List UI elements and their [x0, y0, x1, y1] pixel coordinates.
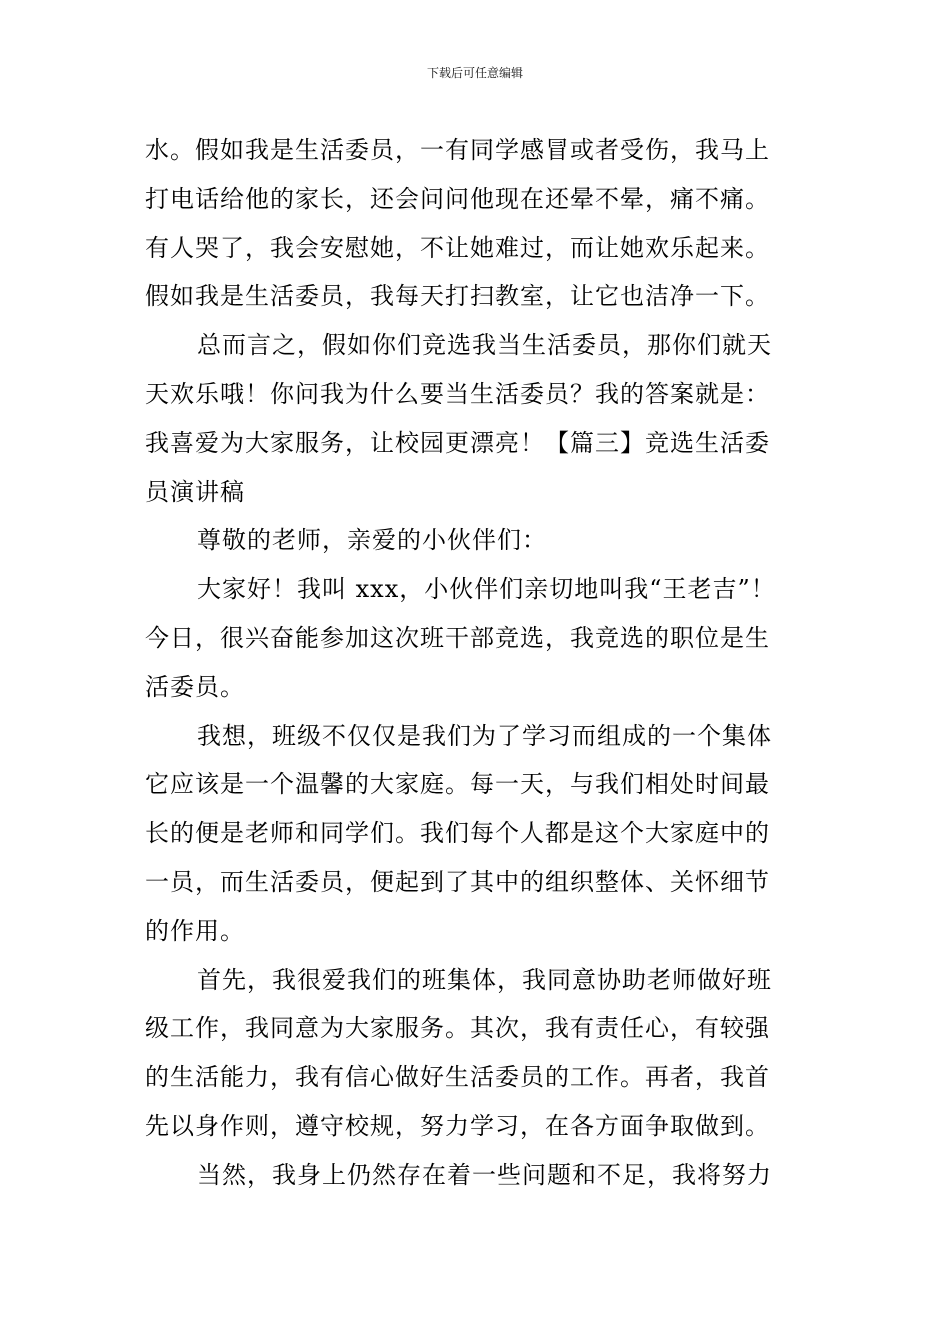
text-line: 天欢乐哦！你问我为什么要当生活委员？我的答案就是： [145, 379, 770, 408]
text-line: 长的便是老师和同学们。我们每个人都是这个大家庭中的 [145, 819, 770, 848]
document-body [145, 126, 810, 1200]
text-line: 当然，我身上仍然存在着一些问题和不足，我将努力 [197, 1160, 772, 1189]
page-header-note: 下载后可任意编辑 [426, 66, 523, 80]
text-line: 水。假如我是生活委员，一有同学感冒或者受伤，我马上 [145, 136, 770, 164]
text-line: 的生活能力，我有信心做好生活委员的工作。再者，我首 [145, 1063, 770, 1092]
text-line: 打电话给他的家长，还会问问他现在还晕不晕，痛不痛。 [145, 184, 770, 213]
text-line: 级工作，我同意为大家服务。其次，我有责任心，有较强 [145, 1014, 770, 1043]
text-line: 大家好！我叫 xxx，小伙伴们亲切地叫我“王老吉”！ [197, 575, 776, 604]
text-line: 先以身作则，遵守校规，努力学习，在各方面争取做到。 [145, 1111, 770, 1140]
text-line: 今日，很兴奋能参加这次班干部竞选，我竞选的职位是生 [145, 623, 770, 652]
text-line: 我想，班级不仅仅是我们为了学习而组成的一个集体 [197, 721, 772, 750]
text-line: 总而言之，假如你们竞选我当生活委员，那你们就天 [197, 331, 772, 360]
text-line: 尊敬的老师，亲爱的小伙伴们： [197, 526, 547, 555]
text-line: 它应该是一个温馨的大家庭。每一天，与我们相处时间最 [145, 770, 770, 799]
text-line: 活委员。 [145, 672, 245, 701]
text-line: 员演讲稿 [145, 477, 245, 506]
text-line: 的作用。 [145, 916, 245, 945]
text-line: 假如我是生活委员，我每天打扫教室，让它也洁净一下。 [145, 282, 770, 311]
text-line: 我喜爱为大家服务，让校园更漂亮！【篇三】竞选生活委 [145, 428, 770, 457]
text-line: 首先，我很爱我们的班集体，我同意协助老师做好班 [197, 965, 772, 994]
text-line: 有人哭了，我会安慰她，不让她难过，而让她欢乐起来。 [145, 233, 770, 262]
text-line: 一员，而生活委员，便起到了其中的组织整体、关怀细节 [145, 867, 770, 896]
